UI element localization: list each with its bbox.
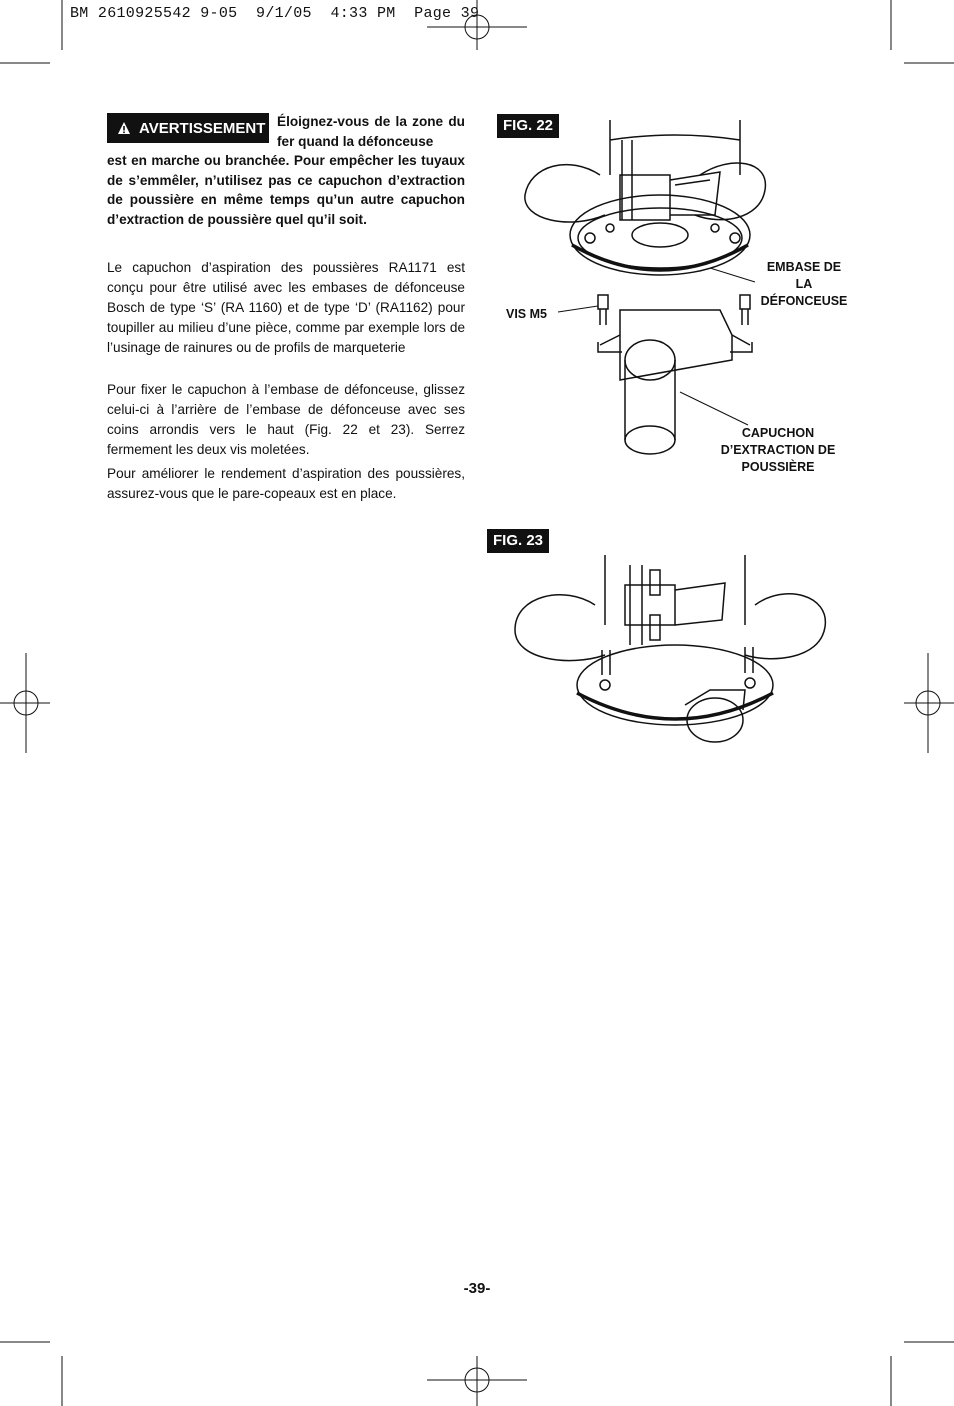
warning-label: AVERTISSEMENT (139, 119, 266, 137)
warning-lead: Éloignez-vous de la zone du fer quand la défonceuse (277, 114, 465, 149)
callout-embase (756, 259, 852, 310)
callout-embase-line1: EMBASE DE (766, 260, 842, 274)
fig-23-illustration (510, 555, 830, 750)
fig-22-label: FIG. 22 (497, 114, 559, 138)
callout-embase-line2: LA (795, 277, 813, 291)
callout-embase-line3: DÉFONCEUSE (760, 294, 848, 308)
warning-text (107, 112, 465, 230)
warning-rest: est en marche ou branchée. Pour empêcher les tuyaux de s’emmêler, n’utilisez pas ce capuchon d’extraction de poussière en même temps qu’un autre capuchon d’extraction de poussière quel qu’il soit. (107, 153, 465, 227)
paragraph-installation: Pour fixer le capuchon à l’embase de défonceuse, glissez celui-ci à l’arrière de l’embase de défonceuse avec ses coins arrondis vers le haut (Fig. 22 et 23). Serrez fermement les deux vis moletées. (107, 382, 465, 457)
print-slug: BM 2610925542 9-05 9/1/05 4:33 PM Page 39 (70, 5, 480, 22)
callout-capuchon-line3: POUSSIÈRE (741, 460, 815, 474)
callout-capuchon-line2: D’EXTRACTION DE (720, 443, 836, 457)
fig-23-label: FIG. 23 (487, 529, 549, 553)
callout-capuchon-line1: CAPUCHON (741, 426, 815, 440)
paragraph-efficiency: Pour améliorer le rendement d’aspiration des poussières, assurez-vous que le pare-copeaux est en place. (107, 466, 465, 501)
callout-vis-m5: VIS M5 (506, 307, 547, 321)
callout-capuchon (716, 425, 840, 476)
fig-22-illustration (510, 120, 770, 460)
paragraph-compatibility: Le capuchon d’aspiration des poussières RA1171 est conçu pour être utilisé avec les embases de défonceuse Bosch de type ‘S’ (RA 1160) et de type ‘D’ (RA1162) pour toupiller au milieu d’une pièce, comme par exemple lors de l’usinage de rainures ou de profils de marqueterie (107, 260, 465, 355)
page-number: -39- (463, 1280, 491, 1297)
